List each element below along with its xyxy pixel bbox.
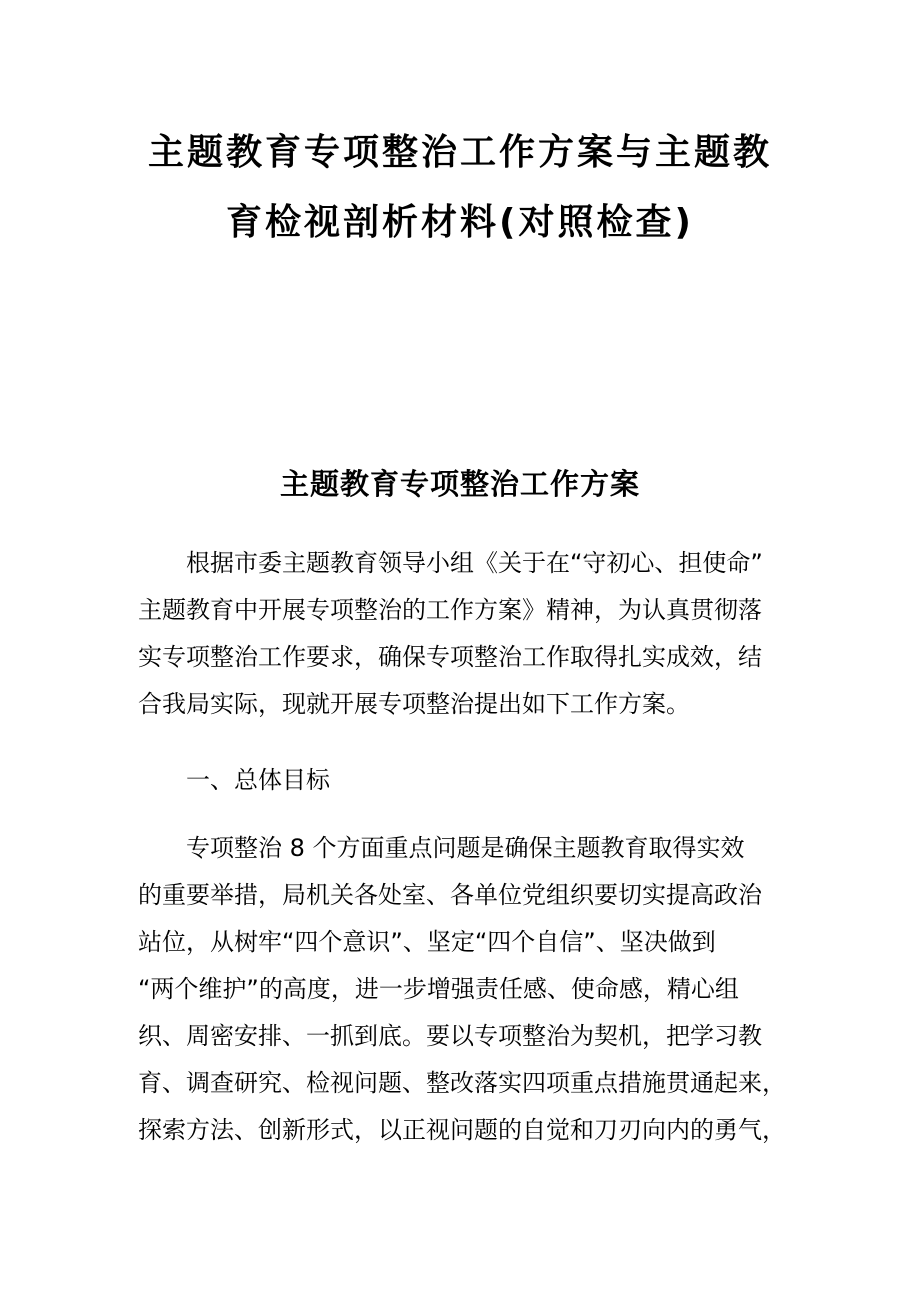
document-title-line-2: 育检视剖析材料(对照检查) [226, 202, 694, 243]
section-title: 主题教育专项整治工作方案 [279, 467, 640, 501]
paragraph-intro [138, 540, 788, 728]
paragraph-line: 站位，从树牢“四个意识”、坚定“四个自信”、坚决做到 [138, 928, 716, 956]
paragraph-line: 根据市委主题教育领导小组《关于在“守初心、担使命” [138, 549, 763, 577]
paragraph-line: “两个维护”的高度，进一步增强责任感、使命感，精心组 [138, 975, 739, 1003]
document-title-line-1: 主题教育专项整治工作方案与主题教 [147, 132, 772, 173]
paragraph-line: 的重要举措，局机关各处室、各单位党组织要切实提高政治 [138, 881, 762, 909]
paragraph-line: 专项整治 8 个方面重点问题是确保主题教育取得实效 [138, 834, 745, 862]
paragraph-line: 育、调查研究、检视问题、整改落实四项重点措施贯通起来， [138, 1069, 786, 1097]
paragraph-goal [138, 825, 788, 1154]
heading-text: 一、总体目标 [138, 766, 330, 794]
paragraph-line: 主题教育中开展专项整治的工作方案》精神，为认真贯彻落 [138, 596, 762, 624]
paragraph-line: 合我局实际，现就开展专项整治提出如下工作方案。 [138, 690, 690, 718]
heading-overall-goal [138, 757, 788, 804]
paragraph-line: 探索方法、创新形式，以正视问题的自觉和刀刃向内的勇气， [138, 1116, 786, 1144]
document-title [120, 118, 800, 258]
paragraph-line: 实专项整治工作要求，确保专项整治工作取得扎实成效，结 [138, 643, 762, 671]
paragraph-line: 织、周密安排、一抓到底。要以专项整治为契机，把学习教 [138, 1022, 762, 1050]
